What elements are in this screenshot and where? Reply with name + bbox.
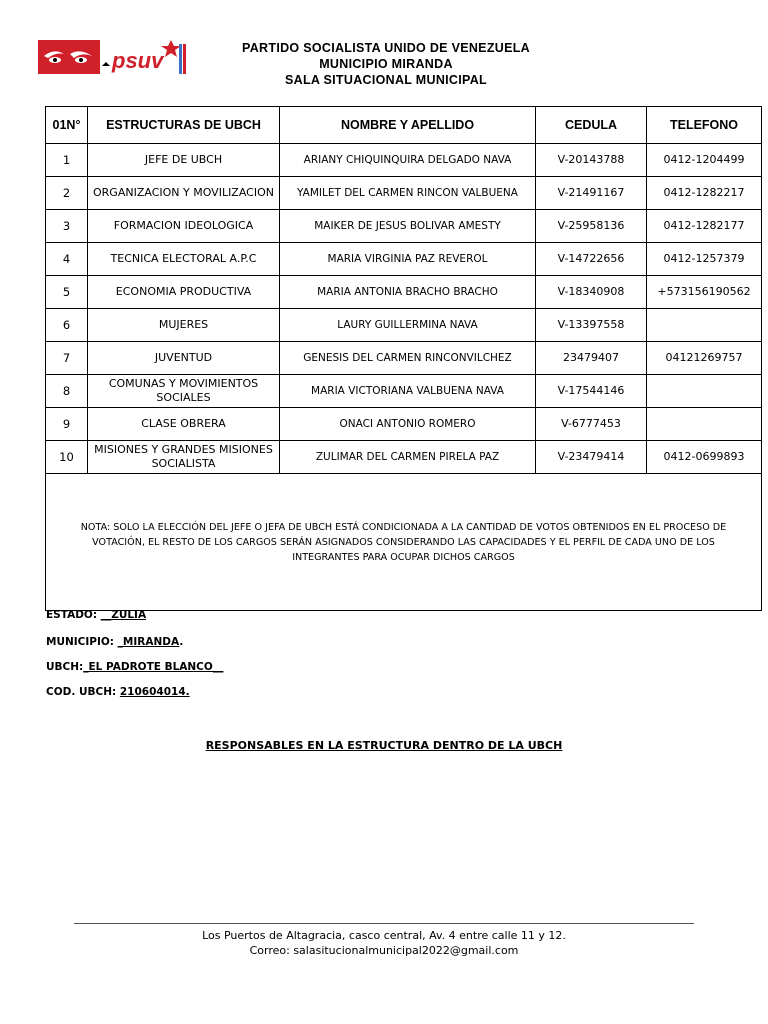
- note-text: NOTA: SOLO LA ELECCIÓN DEL JEFE O JEFA DE UBCH ESTÁ CONDICIONADA A LA CANTIDAD DE VOTOS OBTENIDOS EN EL PROCESO DE VOTACIÓN, EL RESTO DE LOS CARGOS SERÁN ASIGNADOS CONSIDERANDO LAS CAPACIDADES Y EL PERFIL DE CADA UNO DE LOS INTEGRANTES PARA OCUPAR DICHOS CARGOS: [46, 474, 762, 611]
- footer: [0, 928, 768, 958]
- ubch-label: UBCH:: [46, 661, 84, 673]
- row-telefono: +573156190562: [647, 276, 762, 309]
- responsables-heading: RESPONSABLES EN LA ESTRUCTURA DENTRO DE LA UBCH: [205, 739, 563, 752]
- row-cedula: 23479407: [536, 342, 647, 375]
- row-estructura: COMUNAS Y MOVIMIENTOS SOCIALES: [88, 375, 280, 408]
- header-sala: SALA SITUACIONAL MUNICIPAL: [284, 73, 487, 87]
- row-estructura: TECNICA ELECTORAL A.P.C: [88, 243, 280, 276]
- cod-ubch-value: 210604014.: [119, 686, 190, 698]
- row-estructura: CLASE OBRERA: [88, 408, 280, 441]
- col-header-estructura: ESTRUCTURAS DE UBCH: [88, 107, 280, 144]
- row-telefono: 0412-1282177: [647, 210, 762, 243]
- estado-field: [46, 609, 146, 621]
- row-number: 5: [46, 276, 88, 309]
- row-telefono: 04121269757: [647, 342, 762, 375]
- row-telefono: [647, 375, 762, 408]
- row-cedula: V-23479414: [536, 441, 647, 474]
- row-cedula: V-20143788: [536, 144, 647, 177]
- table-row: [46, 408, 762, 441]
- table-row: [46, 375, 762, 408]
- row-cedula: V-14722656: [536, 243, 647, 276]
- ubch-value: _EL PADROTE BLANCO__: [83, 661, 224, 673]
- row-estructura: JUVENTUD: [88, 342, 280, 375]
- row-nombre: GENESIS DEL CARMEN RINCONVILCHEZ: [280, 342, 536, 375]
- cod-ubch-label: COD. UBCH:: [46, 686, 117, 698]
- row-nombre: YAMILET DEL CARMEN RINCON VALBUENA: [280, 177, 536, 210]
- row-nombre: MARIA VICTORIANA VALBUENA NAVA: [280, 375, 536, 408]
- row-estructura: FORMACION IDEOLOGICA: [88, 210, 280, 243]
- table-header-row: [46, 107, 762, 144]
- table-row: [46, 276, 762, 309]
- footer-address: Los Puertos de Altagracia, casco central, Av. 4 entre calle 11 y 12.: [202, 929, 566, 942]
- ubch-table: [45, 106, 761, 611]
- row-telefono: 0412-1257379: [647, 243, 762, 276]
- table-row: [46, 243, 762, 276]
- row-estructura: ECONOMIA PRODUCTIVA: [88, 276, 280, 309]
- row-number: 4: [46, 243, 88, 276]
- svg-text:psuv: psuv: [112, 48, 164, 73]
- row-estructura: MUJERES: [88, 309, 280, 342]
- table-row: [46, 309, 762, 342]
- row-estructura: JEFE DE UBCH: [88, 144, 280, 177]
- row-number: 7: [46, 342, 88, 375]
- header-municipio: MUNICIPIO MIRANDA: [319, 57, 453, 71]
- col-header-telefono: TELEFONO: [647, 107, 762, 144]
- row-telefono: [647, 408, 762, 441]
- municipio-suffix: .: [179, 636, 184, 648]
- row-number: 8: [46, 375, 88, 408]
- table-row: [46, 342, 762, 375]
- row-number: 6: [46, 309, 88, 342]
- col-header-cedula: CEDULA: [536, 107, 647, 144]
- row-cedula: V-21491167: [536, 177, 647, 210]
- row-telefono: 0412-1282217: [647, 177, 762, 210]
- col-header-number: 01N°: [46, 107, 88, 144]
- row-number: 10: [46, 441, 88, 474]
- estado-value: __ZULIA: [100, 609, 147, 621]
- table-row: [46, 441, 762, 474]
- row-nombre: ARIANY CHIQUINQUIRA DELGADO NAVA: [280, 144, 536, 177]
- table-row: [46, 144, 762, 177]
- row-cedula: V-6777453: [536, 408, 647, 441]
- row-number: 9: [46, 408, 88, 441]
- footer-email: Correo: salasitucionalmunicipal2022@gmail.com: [249, 944, 519, 957]
- row-telefono: 0412-1204499: [647, 144, 762, 177]
- cod-ubch-field: [46, 686, 190, 698]
- estado-label: ESTADO:: [46, 609, 98, 621]
- row-cedula: V-17544146: [536, 375, 647, 408]
- row-nombre: ZULIMAR DEL CARMEN PIRELA PAZ: [280, 441, 536, 474]
- row-estructura: ORGANIZACION Y MOVILIZACION: [88, 177, 280, 210]
- col-header-nombre: NOMBRE Y APELLIDO: [280, 107, 536, 144]
- row-cedula: V-13397558: [536, 309, 647, 342]
- row-estructura: MISIONES Y GRANDES MISIONES SOCIALISTA: [88, 441, 280, 474]
- note-row: [46, 474, 762, 611]
- municipio-label: MUNICIPIO:: [46, 636, 115, 648]
- municipio-value: _MIRANDA: [117, 636, 180, 648]
- header-party: PARTIDO SOCIALISTA UNIDO DE VENEZUELA: [242, 41, 530, 55]
- row-nombre: LAURY GUILLERMINA NAVA: [280, 309, 536, 342]
- row-number: 2: [46, 177, 88, 210]
- document-header: [196, 40, 576, 88]
- footer-divider: [74, 923, 694, 924]
- row-telefono: [647, 309, 762, 342]
- row-cedula: V-18340908: [536, 276, 647, 309]
- row-nombre: MAIKER DE JESUS BOLIVAR AMESTY: [280, 210, 536, 243]
- row-number: 1: [46, 144, 88, 177]
- row-nombre: MARIA VIRGINIA PAZ REVEROL: [280, 243, 536, 276]
- psuv-logo: [38, 36, 194, 80]
- row-nombre: ONACI ANTONIO ROMERO: [280, 408, 536, 441]
- table-row: [46, 210, 762, 243]
- table-row: [46, 177, 762, 210]
- municipio-field: [46, 636, 183, 648]
- ubch-field: [46, 661, 223, 673]
- row-nombre: MARIA ANTONIA BRACHO BRACHO: [280, 276, 536, 309]
- row-cedula: V-25958136: [536, 210, 647, 243]
- row-telefono: 0412-0699893: [647, 441, 762, 474]
- row-number: 3: [46, 210, 88, 243]
